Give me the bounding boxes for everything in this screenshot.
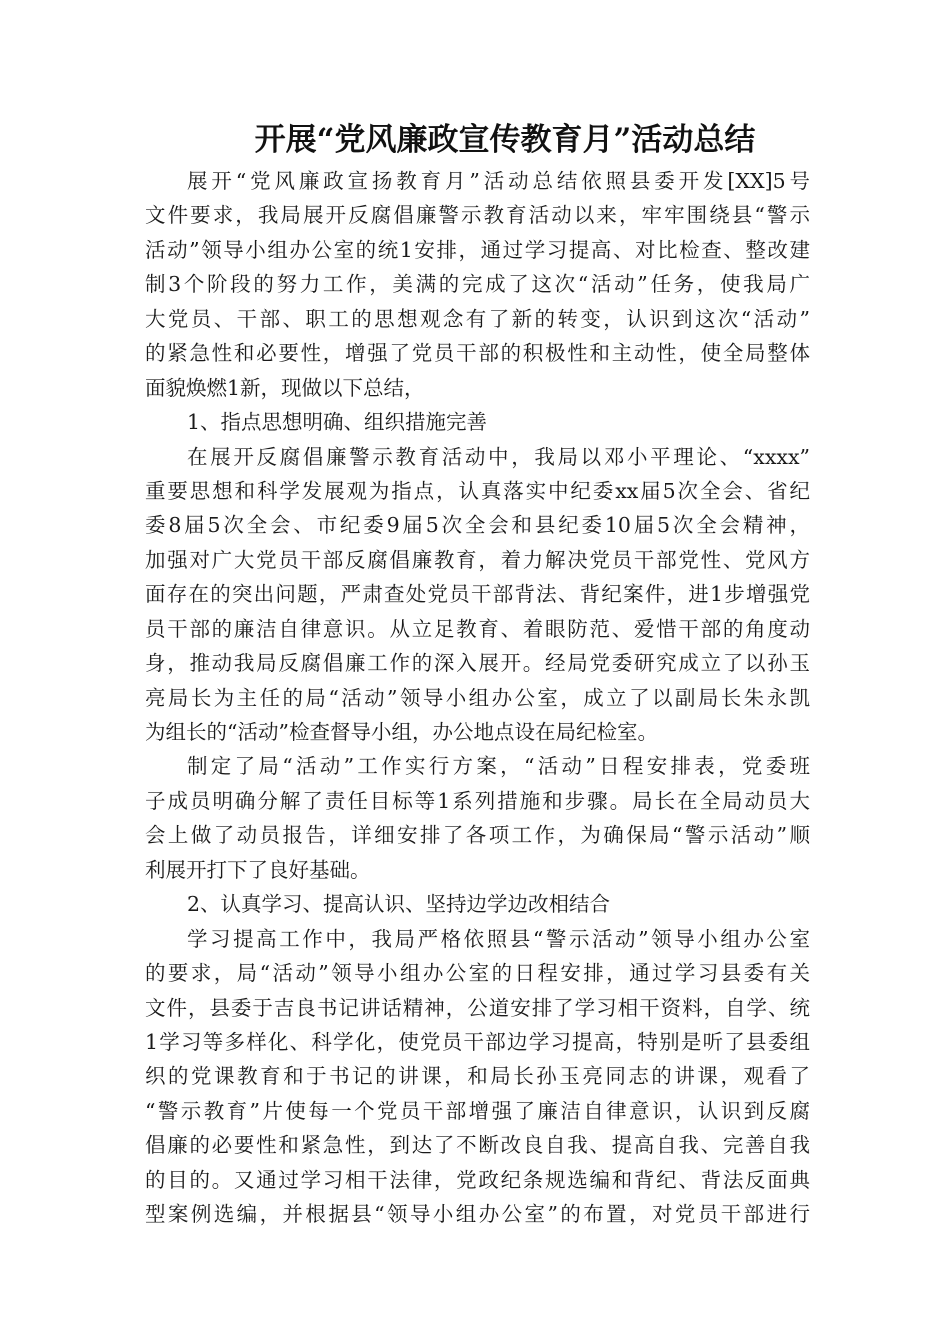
text-line: 制3个阶段的努力工作，美满的完成了这次“活动”任务，使我局广 [145, 272, 810, 297]
text-line: 1、指点思想明确、组织措施完善 [187, 410, 488, 435]
text-line: 1学习等多样化、科学化，使党员干部边学习提高，特别是听了县委组 [145, 1029, 810, 1054]
text-line: 亮局长为主任的局“活动”领导小组办公室，成立了以副局长朱永凯 [145, 685, 810, 710]
text-line: 文件，县委于吉良书记讲话精神，公道安排了学习相干资料，自学、统 [145, 995, 810, 1020]
text-line: 利展开打下了良好基础。 [145, 857, 371, 882]
text-line: 的目的。又通过学习相干法律，党政纪条规选编和背纪、背法反面典 [145, 1167, 810, 1192]
text-line: 织的党课教育和于书记的讲课，和局长孙玉亮同志的讲课，观看了 [145, 1064, 810, 1089]
text-line: 型案例选编，并根据县“领导小组办公室”的布置，对党员干部进行 [145, 1202, 810, 1227]
text-line: 文件要求，我局展开反腐倡廉警示教育活动以来，牢牢围绕县“警示 [145, 203, 810, 228]
text-line: 活动”领导小组办公室的统1安排，通过学习提高、对比检查、整改建 [145, 237, 810, 262]
text-line: 子成员明确分解了责任目标等1系列措施和步骤。局长在全局动员大 [145, 788, 810, 813]
text-line: 委8届5次全会、市纪委9届5次全会和县纪委10届5次全会精神， [145, 513, 810, 538]
text-line: 身，推动我局反腐倡廉工作的深入展开。经局党委研究成立了以孙玉 [145, 651, 810, 676]
text-line: “警示教育”片使每一个党员干部增强了廉洁自律意识，认识到反腐 [145, 1098, 810, 1123]
document-body [145, 164, 810, 1232]
text-line: 重要思想和科学发展观为指点，认真落实中纪委xx届5次全会、省纪 [145, 478, 810, 503]
document-title: 开展“党风廉政宣传教育月”活动总结 [254, 122, 756, 158]
text-line: 2、认真学习、提高认识、坚持边学边改相结合 [187, 892, 611, 917]
text-line: 展开“党风廉政宣扬教育月”活动总结依照县委开发[XX]5号 [187, 169, 810, 193]
text-line: 加强对广大党员干部反腐倡廉教育，着力解决党员干部党性、党风方 [145, 547, 810, 572]
text-line: 为组长的“活动”检查督导小组，办公地点设在局纪检室。 [145, 720, 658, 744]
text-line: 的紧急性和必要性，增强了党员干部的积极性和主动性，使全局整体 [145, 341, 810, 366]
text-line: 制定了局“活动”工作实行方案，“活动”日程安排表，党委班 [187, 754, 810, 779]
text-line: 面存在的突出问题，严肃查处党员干部背法、背纪案件，进1步增强党 [145, 582, 810, 607]
text-line: 会上做了动员报告，详细安排了各项工作，为确保局“警示活动”顺 [145, 823, 810, 848]
text-line: 的要求，局“活动”领导小组办公室的日程安排，通过学习县委有关 [145, 961, 810, 986]
text-line: 面貌焕燃1新，现做以下总结， [145, 375, 425, 400]
text-line: 倡廉的必要性和紧急性，到达了不断改良自我、提高自我、完善自我 [145, 1133, 810, 1158]
text-line: 在展开反腐倡廉警示教育活动中，我局以邓小平理论、“xxxx” [187, 444, 810, 469]
text-line: 学习提高工作中，我局严格依照县“警示活动”领导小组办公室 [187, 926, 810, 951]
text-line: 员干部的廉洁自律意识。从立足教育、着眼防范、爱惜干部的角度动 [145, 616, 810, 641]
text-line: 大党员、干部、职工的思想观念有了新的转变，认识到这次“活动” [145, 306, 810, 331]
